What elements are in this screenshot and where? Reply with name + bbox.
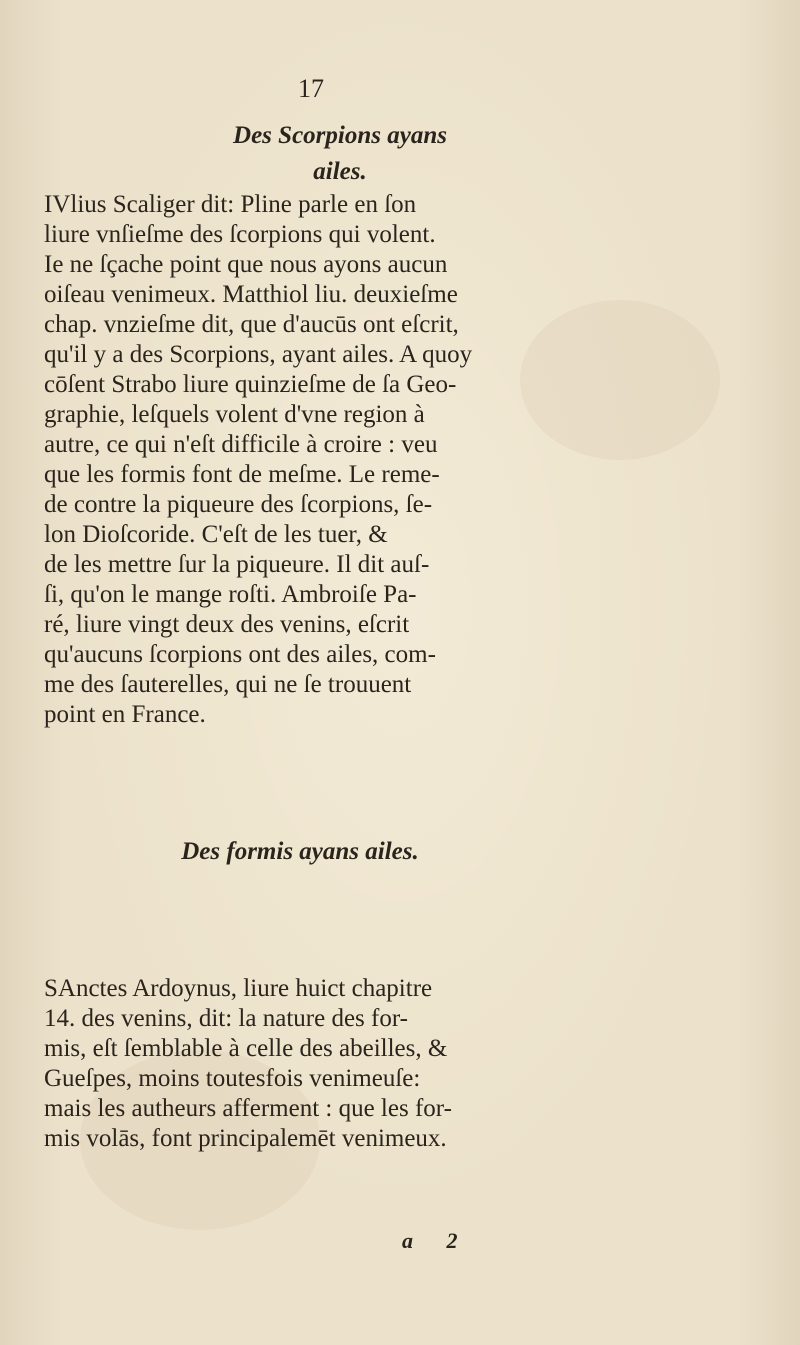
text-line: Gueſpes, moins toutesfois venimeuſe: — [44, 1065, 421, 1092]
catchword: a 2 — [402, 1228, 472, 1253]
text-line: Ie ne ſçache point que nous ayons aucun — [44, 251, 448, 278]
section-heading-formis: Des formis ayans ailes. — [181, 838, 419, 865]
paragraph-formis — [44, 974, 634, 1154]
text-line: cōſent Strabo liure quinzieſme de ſa Geo- — [44, 371, 457, 398]
text-line: graphie, leſquels volent d'vne region à — [44, 401, 425, 428]
heading-line: ailes. — [313, 158, 367, 185]
text-line: point en France. — [44, 701, 206, 728]
page-number: 17 — [298, 74, 324, 103]
section-heading-scorpions — [0, 118, 680, 190]
text-line: autre, ce qui n'eſt difficile à croire : veu — [44, 431, 438, 458]
text-line: me des ſauterelles, qui ne ſe trouuent — [44, 671, 412, 698]
text-line: ſi, qu'on le mange roſti. Ambroiſe Pa- — [44, 581, 417, 608]
heading-line: Des Scorpions ayans — [233, 122, 447, 149]
text-line: mis, eſt ſemblable à celle des abeilles, & — [44, 1035, 448, 1062]
text-line: mis volās, font principalemēt venimeux. — [44, 1125, 447, 1152]
text-line: que les formis font de meſme. Le reme- — [44, 461, 440, 488]
text-line: qu'il y a des Scorpions, ayant ailes. A quoy — [44, 341, 473, 368]
text-line: ré, liure vingt deux des venins, eſcrit — [44, 611, 410, 638]
text-line: de les mettre ſur la piqueure. Il dit auſ- — [44, 551, 430, 578]
text-line: IVlius Scaliger dit: Pline parle en ſon — [44, 191, 417, 218]
text-line: lon Dioſcoride. C'eſt de les tuer, & — [44, 521, 388, 548]
text-line: oiſeau venimeux. Matthiol liu. deuxieſme — [44, 281, 458, 308]
paragraph-scorpions — [44, 190, 634, 730]
text-line: SAnctes Ardoynus, liure huict chapitre — [44, 975, 433, 1002]
text-line: 14. des venins, dit: la nature des for- — [44, 1005, 408, 1032]
text-line: de contre la piqueure des ſcorpions, ſe- — [44, 491, 433, 518]
text-line: chap. vnzieſme dit, que d'aucūs ont eſcrit, — [44, 311, 459, 338]
text-line: mais les autheurs afferment : que les for- — [44, 1095, 452, 1122]
text-line: qu'aucuns ſcorpions ont des ailes, com- — [44, 641, 436, 668]
text-line: liure vnſieſme des ſcorpions qui volent. — [44, 221, 436, 248]
